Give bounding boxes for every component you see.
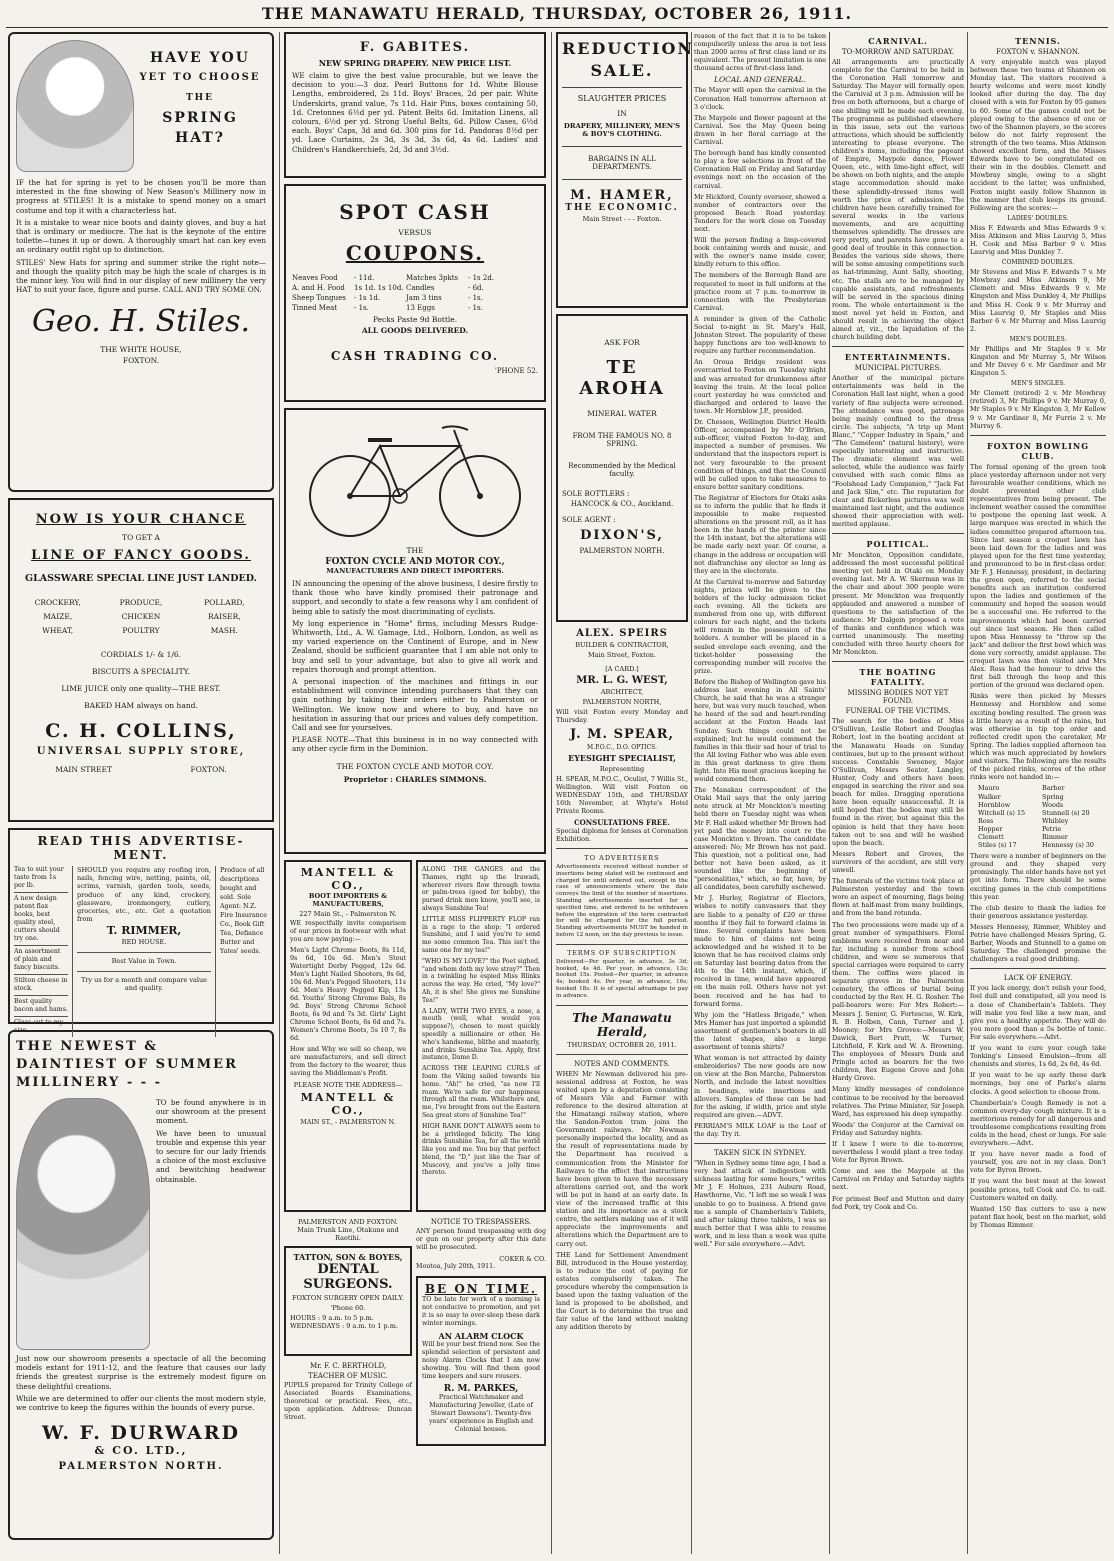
carnival-title: CARNIVAL. [868, 36, 928, 46]
drapery: DRAPERY, MILLINERY, MEN'S & BOY'S CLOTHING. [563, 122, 681, 138]
notes-para-1: WHEN Mr Newman delivered his pre-sessional address at Foxton, he was waited upon by a deputation consisting of Messrs Vile and Farmer with reference to the desired alteration at the Himatangi railway station, where the Sandon-Foxton tram joins the Government railways. Mr Newman personally inspected the locality, and as the result of representations made by the Department has received a communication from the Minister for Railways to the effect that instructions have been given to have the necessary alterations carried out, and the work will be put in hand at an early date. In view of the increased traffic at this station and its importance as a stock centre, the settlers making use of it will appreciate the improvements and alterations which the Department are to carry out. [556, 1069, 688, 1248]
west-para: Will visit Foxton every Monday and Thursday. [556, 708, 688, 724]
price-item: Sheep Tongues [292, 294, 346, 302]
local-para: Before the Bishop of Wellington gave his address last evening in All Saints' Church, he said that he was a stranger here, but was very much touched, when he heard of the sad and heart-rending accident at the Foxton Heads last Sunday. Such things could not be explained; but he would commend the families in this their sad hour of trial to the All loving Father who was able even in this great darkness to give them light. Into His most gracious keeping he would commend them. [694, 677, 826, 784]
combined-doubles: COMBINED DOUBLES. [1001, 259, 1075, 267]
good: CHICKEN [121, 612, 161, 621]
local-para: The Registrar of Electors for Otaki asks us to inform the public that he finds it impossible to make requested alterations on the present roll, as it has been in the hands of the printer since the 14th instant, but the alterations will be made early next year. Of course, a change in the address or occupation will not disfranchise any elector so long as they are in the electorate. [694, 493, 826, 575]
read-left: Glass cut to my size. [14, 1019, 64, 1034]
read-title: READ THIS ADVERTISE-MENT. [37, 834, 245, 862]
phone-60: 'Phone 60. [330, 1304, 366, 1312]
tatton-name: TATTON, SON & BOYES, [293, 1252, 403, 1262]
hat-title-3: THE [185, 93, 215, 103]
mantell-note: PLEASE NOTE THE ADDRESS— [293, 1081, 403, 1089]
mantell-para-1: WE respectfully invite comparison of our prices in footwear with what you are now paying:— [290, 920, 406, 943]
nobler-para: If you have never made a food of yourself, you are not in my class. Don't vote for Byron Brown. [970, 1150, 1106, 1175]
mantell-para-2: Men's Light Chrome Boots, 8s 11d, 9s 6d, 10s 6d. Men's Stout Watertight Derby Pegged, 12s 6d. Men's Light Nailed Shooters, 9s 6d, 10s 6d. Men's Pegged Shooters, 11s 6d. Men's Heavy Pegged Kip, 13s 6d. Youths' Strong Chrome Bals, 8s 9d. Boys' Strong Chrome School Boots, 6s 9d and 7s 3d. Girls' Light Chrome School Boots, 6s 6d and 7s. Women's Chrome Boots, 5s 10 7, 8s 6d. [290, 947, 406, 1042]
trespass-title: NOTICE TO TRESPASSERS. [430, 1218, 532, 1226]
herald-title: The Manawatu Herald, [572, 1010, 672, 1039]
good: PRODUCE, [119, 598, 163, 607]
rink-cell: Stunnell (s) 20 [1042, 808, 1090, 817]
local-para: Dr. Chesson, Wellington District Health Officer, accompanied by Mr O'Brien, sub-officer, visited Foxton to-day, and inspected a number of premises. We understand that the inspectors report is not very favourable to the present condition of things, and that the Council will be called upon to take measures to ensure better sanitary conditions. [694, 418, 826, 491]
column-4 [694, 32, 826, 1554]
newest-para-1: TO be found anywhere is in our showroom at the present moment. [156, 1098, 266, 1126]
rink-cell: Hennessy (s) 30 [1042, 841, 1094, 850]
cough-para: If you want to cure your cough take Tonking's Linseed Emulsion—from all chemists and stores, 1s 6d, 2s 6d, 4s 6d. [970, 1044, 1106, 1069]
rink-cell: Witchell (s) 15 [978, 808, 1026, 817]
hat-para-2: It is a mistake to wear nice boots and dainty gloves, and buy a hat that is ordinary or mediocre. The hat is the keynote of the entire toilette—tunes it up or down. A thoroughly smart hat can key even an ordinary outfit right up to distinction. [16, 217, 266, 255]
diploma: Special diploma for lenses at Coronation Exhibition. [556, 827, 688, 843]
mens-doubles: MEN'S DOUBLES. [1009, 335, 1067, 343]
bicycle-illustration [292, 416, 538, 544]
tea-lady: A LADY, WITH TWO EYES, a nose, a mouth (well, what would you suppose?), chosen to most quickly speedily a millionaire or other. He who's handsome, blithe and masterly, and drinks Sunshine Tea. Apply, first instance, Dame D. [422, 1007, 540, 1062]
masthead: THE MANAWATU HERALD, THURSDAY, OCTOBER 26, 1911. [261, 4, 853, 23]
collins-street: MAIN STREET [55, 765, 113, 774]
phone-52: 'PHONE 52. [494, 367, 538, 375]
representing: Representing [599, 765, 645, 773]
ladies-para: Miss F. Edwards and Miss Edwards 9 v. Miss Atkinson and Miss Laurvig 5, Miss H. Cook and Miss Barber 9 v. Miss Laurvig and Miss Dunkley 7. [970, 223, 1106, 257]
gabites-advert [284, 32, 546, 178]
boat-para-4: The two processions were made up of a great number of sympathisers. Floral emblems were received from near and far, including a number from school children, and were so numerous that special carriages were required to carry them. The coffins were placed in separate graves in the Palmerston cemetery, the offices of burial being conducted by the Rev. H. G. Rosher. The pall-bearers were: For Mrs Robert:—Messrs J. Senior, G. Fortescue, W. Kirk, R. B. Holben, Cann, Turner and J. Mooney; for Mrs Groves:—Messrs W. Dawick, Bert Pratt, W. Turner, Litchfield, F. Kirk and W. A. Browning. The employees of Messrs Dunk and Pringle acted as bearers for the two children, Rex Eugene Grove and John Hardy Grove. [832, 920, 964, 1083]
good: WHEAT, [42, 626, 74, 635]
col4-para-0: reason of the fact that it is to be taken compulsorily unless the area is not less than 2000 acres of first class land or its equivalent. The present limitation is one thousand acres of first-class land. [694, 32, 826, 73]
local-para: Why join the "Hatless Brigade," when Mrs Hamer has just imported a splendid assortment of gentlemen's boaters in all the latest shapes, also a large assortment of tennis shirts? [694, 1010, 826, 1052]
bowling-title: FOXTON BOWLING CLUB. [986, 440, 1090, 461]
collins-advert [8, 498, 274, 822]
bowling-para-4: The club desire to thank the ladies for their generous assistance yesterday. [970, 903, 1106, 920]
on-time-para: TO be late for work of a morning is not conducive to promotion, and yet it is so easy to over-sleep these dark winter mornings. [422, 1296, 540, 1327]
eyesight: EYESIGHT SPECIALIST, [568, 753, 676, 763]
ladies-doubles: LADIES' DOUBLES. [1007, 214, 1069, 222]
trespass-para: ANY person found trespassing with dog or gun on our property after this date will be prosecuted. [416, 1228, 546, 1251]
west-addr: PALMERSTON NORTH, [582, 698, 662, 706]
bowling-para-5: Messrs Hennessy, Rimmer, Whibley and Petrie have challenged Messrs Spring, G. Barber, Woods and Stunnell to a game on Saturday. The challenged promise the challengers a real good drubbing. [970, 922, 1106, 964]
pecks-paste: Pecks Paste 9d Bottle. [372, 315, 458, 324]
architect: ARCHITECT, [600, 688, 644, 696]
glassware: GLASSWARE SPECIAL LINE JUST LANDED. [25, 573, 257, 584]
rimmer-advert [8, 828, 274, 1034]
west-name: MR. L. G. WEST, [576, 675, 668, 686]
column-3 [556, 32, 695, 1554]
rink-cell: Hornblow [978, 800, 1011, 809]
price-value: 1s 1d. 1s 10d. [354, 284, 404, 292]
gabites-para: WE claim to give the best value procurable, but we leave the decision to you:—3 doz. Pearl Buttons for 1d. White Blouse Lengths, embroidered, 2s 11d. Boys' Braces, 2d per pair. White Underskirts, grand value, 7s 11d. Hair Pins, boxes containing 50, 1d. Cretonnes 6½d per yd. Patent Belts 6d. Imitation Linens, all colours, 6½d per yd. Strong Useful Belts, 6d. Pillow Cases, 6½d each. Boys' Caps, 3d and 6d. 300 pins for 1d. Pandoras 8½d per yd. Lace Curtains, 2s 3d, 3s 3d, 3s 6d, 4s 6d. Ladies' and Children's Handkerchiefs, 2d, 3d and 3½d. [292, 71, 538, 154]
read-left: Stilton cheese in stock. [14, 975, 68, 996]
ask-for: ASK FOR [604, 338, 640, 347]
hamer-advert [556, 32, 695, 308]
biscuits: BISCUITS A SPECIALITY. [91, 667, 191, 676]
mantell-name-2: MANTELL & CO., [300, 1091, 396, 1117]
hat-para-3: STILES' New Hats for spring and summer strike the right note—and though the quality pitch may be high the scale of charges is in the minor key. You will find in our display of new millinery the very HAT to suit your face, figure and purse. CALL AND TRY SOME ON. [16, 257, 266, 295]
boat-para-5: Many kindly messages of condolence continue to be received by the bereaved relatives. The Prime Minister, Sir Joseph Ward, has expressed his deep sympathy. [832, 1085, 964, 1118]
column-rule [279, 32, 280, 1554]
cycle-importers: MANUFACTURERS AND DIRECT IMPORTERS. [326, 567, 504, 575]
taken-sick: TAKEN SICK IN SYDNEY. [714, 1149, 806, 1158]
beef-para: For primest Beef and Mutton and dairy fed Pork, try Cook and Co. [832, 1194, 964, 1211]
price-value: - 1s 2d. [468, 274, 495, 282]
entertainment-para: Another of the municipal picture entertainments was held in the Coronation Hall last night, when a good variety of fine subjects were screened. The attendance was good, patronage being mainly confined to the dress circle. The subjects, "A trip up Mont Blanc," "Copper Industry in Spain," and "The Cameleon" (natural history), were especially interesting and instructive. The dramatic element was well selected, while the audience was fairly convulsed with such comic films as "Foolshead Lady Companion," "Jack Fat and Jack Slim," etc. The reputation for clear and flickerless pictures was well maintained last night, and the audience showed their appreciation with well-merited applause. [832, 374, 964, 528]
coker-date: Moutoa, July 20th, 1911. [416, 1263, 496, 1270]
boat-para-2: Messrs Robert and Groves, the survivors of the accident, are still very unwell. [832, 849, 964, 874]
woods-para: Woods' the Conjuror at the Carnival on Friday and Saturday nights. [832, 1120, 964, 1137]
good: POULTRY [122, 626, 160, 635]
local-para: An Oroua Bridge resident was overcarried to Foxton on Tuesday night and was arrested for drunkenness after leaving the train. At the local police court yesterday he was convicted and discharged and ordered to leave the town. Mr Hornblow J.P., presided. [694, 358, 826, 415]
cycle-para-3: A personal inspection of the machines and fittings in our establishment will convince intending purchasers that they can gain nothing by taking their orders either to Palmerston or Wellington. We know now and where to buy, and have no hesitation in assuring that our prices and values defy competition. Call and see for yourselves. [292, 677, 538, 733]
rink-cell: Stiles (s) 17 [978, 841, 1017, 850]
hat-title-4: SPRING [162, 110, 238, 126]
dixon-addr: PALMERSTON NORTH. [579, 547, 665, 555]
tearoha-advert [556, 314, 688, 622]
rink-cell: Petrie [1042, 824, 1062, 833]
to-advertisers-para: Advertisements received without number of insertions being stated will be continued and charged for until ordered out, except in the case of announcements where the date conveys the limit of the number of insertions. Standing advertisements inserted for a specified time, and ordered to be withdrawn before the expiration of the term contracted for will be charged for the full period. Standing advertisements MUST be handed in before 12 noon, on the day previous to issue. [556, 864, 688, 938]
notes-title: NOTES AND COMMENTS. [574, 1059, 670, 1068]
cycle-para-2: My long experience in "Home" firms, including Messrs Rudge-Whitworth, Ltd., A. W. Gamage, Ltd., Holborn, London, as well as my varied experience on the Continent of Europe, and in New Zealand, should be sufficient guarantee that I am able not only to buy and sell to your advantage, but also to give all work and repairs thorough and prompt attention. [292, 618, 538, 674]
gabites-sub: NEW SPRING DRAPERY. NEW PRICE LIST. [318, 58, 512, 68]
price-item: 13 Eggs [406, 304, 435, 312]
combined-para: Mr Stevens and Miss F. Edwards 7 v. Mr Mowbray and Miss Atkinson 9, Mr Clemett and Miss Edwards 9 v. Mr Kingston and Miss Dunkley 4, Mr Phillips and Miss H. Cook 9 v. Mr Murray and Miss Laurvig 0, Mr Staples and Miss Barber 6 v. Mr Murray and Miss Laurvig 2. [970, 268, 1106, 333]
local-para: The members of the Borough Band are requested to meet in full uniform at the practice room at 7 p.m. to-morrow in connection with the Presbyterian Carnival. [694, 271, 826, 312]
mantell-para-3: How and Why we sell so cheap, we are manufacturers, and sell direct from the factory to the wearer, thus saving the Middleman's Profit. [290, 1046, 406, 1077]
durward-advert [8, 1030, 274, 1540]
rink-cell: Mauro [978, 784, 1000, 793]
coker-name: COKER & CO. [499, 1255, 546, 1263]
in-label: IN [617, 109, 627, 118]
lack-para: If you lack energy, don't relish your food, feel dull and constipated, all you need is a dose of Chamberlain's Tablets. They will make you feel like a new man, and give you a healthy appetite. They will do you more good than a 5s bottle of tonic. For sale everywhere.—Advt. [970, 984, 1106, 1041]
tennis-title: TENNIS. [1015, 36, 1061, 46]
newest-para-4: While we are determined to offer our clients the most modern style, we contrive to keep the figures within the bounds of every purse. [16, 1393, 266, 1413]
on-time: BE ON TIME. [424, 1282, 538, 1296]
sunshine-tea-advert [416, 860, 546, 1212]
spot-cash: SPOT CASH [339, 200, 491, 224]
cycle-para-4: PLEASE NOTE—That this business is in no way connected with any other cycle firm in the Dominion. [292, 735, 538, 754]
berthold-sub: TEACHER OF MUSIC. [308, 1372, 388, 1380]
carnival-sub: TO-MORROW AND SATURDAY. [841, 48, 955, 56]
boat-para-3: The funerals of the victims took place at Palmerston yesterday and the town wore an aspect of mourning, flags being flown at half-mast from many buildings, and from the band rotunda. [832, 877, 964, 918]
singles-para: Mr Clemett (retired) 2 v. Mr Mowbray (retired) 3, Mr Phillips 9 v. Mr Murray 0, Mr Staples 9 v. Mr Kingston 3, Mr Kellow 9 v. Mr Gardiner 8, Mr Furrie 2 v. Mr Murray 6. [970, 389, 1106, 430]
spear-degrees: M.P.O.C., D.O. OPTICS. [587, 744, 657, 751]
slaughter: SLAUGHTER PRICES [577, 94, 667, 103]
rinks-table [978, 784, 1106, 849]
local-para: The borough band has kindly consented to play a few selections in front of the Coronation Hall on Friday and Saturday evenings next on the occasion of the carnival. [694, 149, 826, 190]
mantell-sub: BOOT IMPORTERS & MANUFACTURERS, [308, 892, 388, 908]
red-house: RED HOUSE. [121, 937, 167, 946]
coupons: COUPONS. [345, 241, 485, 265]
tea-leaping: ACROSS THE LEAPING CURLS of foam the Viking sailed towards his home. "Ah!" he cried, "as now I'll roam. We're safe for our happiness through all the roam. Whilsthere and, me, I've brought from out the Eastern Sea great store of Sunshine Tea!" [422, 1065, 540, 1119]
goods-grid [16, 596, 266, 638]
price-value: - 1s 1d. [354, 294, 381, 302]
rimmer-name: T. RIMMER, [106, 924, 182, 938]
bargains: BARGAINS IN ALL DEPARTMENTS. [588, 155, 656, 171]
hancock: HANCOCK & CO., Auckland. [570, 500, 674, 508]
rink-cell: Spring [1042, 792, 1064, 801]
tea-flipperty: LITTLE MISS FLIPPERTY FLOP ran in a rage to the shop: "I ordered Sunshine, and I said you're to send me some common Tea. This isn't the same one for my tea!" [422, 915, 540, 954]
bowling-para-3: There were a number of beginners on the ground and they shaped very promisingly. The older hands have not yet got into form. There should be some exciting games in the club competitions this year. [970, 852, 1106, 901]
boating-fatality: THE BOATING FATALITY. [859, 667, 937, 688]
price-item: Candles [406, 284, 435, 292]
lack-energy: LACK OF ENERGY. [1003, 974, 1073, 983]
rink-cell: Barber [1042, 784, 1065, 793]
dixon-name: DIXON'S, [580, 528, 664, 543]
goods-delivered: ALL GOODS DELIVERED. [361, 326, 469, 335]
to-advertisers: TO ADVERTISERS [584, 854, 660, 862]
maypole-para: Come and see the Maypole at the Carnival on Friday and Saturday nights next. [832, 1167, 964, 1192]
local-para: PERRIAM'S MILK LOAF is the Loaf of the day. Try it. [694, 1121, 826, 1138]
palm-foxton: PALMERSTON AND FOXTON. [298, 1218, 398, 1226]
main-trunk: Main Trunk Line, Otakune and Raetihi. [297, 1226, 399, 1242]
cycle-para-1: IN announcing the opening of the above business, I desire firstly to thank those who have kindly promised their patronage and support, and secondly to state a few reasons why I am confident of being able to satisfy the most discriminating of cyclists. [292, 579, 538, 616]
hat-title-5: HAT? [175, 130, 225, 146]
rink-cell: Walker [978, 792, 1001, 801]
price-value: - 11d. [354, 274, 375, 282]
read-right: Produce of all descriptions bought and sold. Sole Agent: N.Z. Fire Insurance Co., Book Gift Tea, Defiance Butter and Yates' seeds. [220, 867, 268, 955]
gabites-name: F. GABITES. [359, 40, 471, 55]
local-para: Mr J. Hurley, Registrar of Electors, wishes to notify canvassers that they are liable to a penalty of £20 or three months if they fail to forward claims in time. Several complaints have been made to him of claims not being acknowledged and he wished it to be known that he has received claims only on Saturday last bearing dates from the 4th to the 14th instant, which, if received in time, would have appeared on the main roll. Others have not yet been received and he has had to forward forms. [694, 894, 826, 1008]
entertainments: ENTERTAINMENTS. [844, 352, 952, 363]
hamer-addr: Main Street - - - Foxton. [582, 215, 662, 223]
economic: THE ECONOMIC. [565, 203, 679, 213]
funeral-victims: FUNERAL OF THE VICTIMS. [845, 707, 951, 716]
price-item: A. and H. Food [292, 284, 345, 292]
universal-store: UNIVERSAL SUPPLY STORE, [36, 746, 246, 757]
column-6 [970, 32, 1106, 1554]
newest-para-2: We have been to unusual trouble and expense this year to secure for our lady friends a choice of the most exclusive and bewitching headwear obtainable. [156, 1128, 266, 1184]
a-card: [A CARD.] [605, 665, 639, 673]
tea-wholove: "WHO IS MY LOVE?" the Poet sighed, "and whom doth my love stray?" Then in a twinkling he espied Miss Blinks across the way. He cried, "My love?" Ah, it is she! She gives me Sunshine Tea!" [422, 957, 540, 1004]
tea-highrank: HIGH RANK DON'T ALWAYS seem to be a privileged felicity. The king drinks Sunshine Tea, for all the world like you and me. You buy that perfect blend, the "D," just like the Tsar of Muscovy, and you've a jolly time thereto. [422, 1122, 540, 1177]
sole-bottlers: SOLE BOTTLERS : [562, 490, 630, 498]
sole-agent: SOLE AGENT : [562, 516, 616, 524]
local-general: LOCAL AND GENERAL. [714, 75, 806, 85]
carnival-para: All arrangements are practically complete for the Carnival to be held in the Coronation Hall tomorrow and Saturday. The Mayor will formally open the Carnival at 3 p.m. Admission will be free on both afternoons, but a charge of one shilling will be made each evening. The programme as published elsewhere in this issue, sets out the various attractions, which should be sufficiently interesting to please everyone. The children's items, including the pageant of Empire, Maypole dance, Flower Queen, etc., with lime-light effect, will be shown on both nights, and the ample stage accommodation should make these splendidly-dressed items well worth the price of admission. The children have been carefully trained for several weeks in the various movements, and are acquitting themselves splendidly. The dresses are very pretty, and parents have gone to a good deal of trouble in this connection. Besides the various side shows, there will be some amusing competitions such as hat-trimming, Aunt Sally, shooting, etc. The stalls are to be managed by capable assistants, and refreshments will be served in the spacious dining room. The whole entertainment is the most novel yet held in Foxton, and should result in achieving the object aimed at, viz., the liquidation of the church building debt. [832, 58, 964, 342]
price-value: - 1s. [354, 304, 369, 312]
berthold-para: PUPILS prepared for Trinity College of Associated Boards Examinations, theoretical or practical. Fees, etc., upon application. Address: Duncan Street. [284, 1382, 412, 1421]
speirs-name: ALEX. SPEIRS [576, 628, 668, 639]
lime-juice: LIME JUICE only one quality—THE BEST. [61, 684, 221, 693]
read-left: A new design patent flax hooks, best quality steel, cutters should try one. [14, 893, 68, 946]
rink-cell: Clemett [978, 832, 1004, 841]
white-house: THE WHITE HOUSE, [100, 345, 182, 355]
durward-co: & CO. LTD., [94, 1444, 188, 1458]
price-value: - 6d. [468, 284, 484, 292]
bowling-para-2: Rinks were then picked by Messrs Hennessy and Hornblow and some exciting bowling resulted. The green was a little heavy as a result of the rains, but was otherwise in tip top order and reflected credit upon the caretaker, Mr Spring. The ladies supplied afternoon tea which was much appreciated by bowlers and visitors. The following are the results of the picked rinks, scores of the other rinks were not handed in:— [970, 692, 1106, 782]
cycle-name: FOXTON CYCLE AND MOTOR COY., [325, 557, 505, 567]
baked-ham: BAKED HAM always on hand. [84, 701, 198, 710]
missing-bodies: MISSING BODIES NOT YET FOUND. [847, 689, 949, 706]
price-item: Matches 3pkts [406, 274, 459, 282]
wednesdays: WEDNESDAYS : 9 a.m. to 1 p.m. [290, 1322, 398, 1330]
dental-surgeons: DENTAL SURGEONS. [303, 1262, 393, 1292]
speirs-sub: BUILDER & CONTRACTOR, [575, 641, 669, 649]
good: RAISER, [207, 612, 241, 621]
stiles-signature: Geo. H. Stiles. [31, 304, 251, 340]
good: CROCKERY, [34, 598, 81, 607]
local-para: The Maypole and flower pageant at the Carnival. See the May Queen being drawn in her floral carriage at the Carnival. [694, 113, 826, 147]
hamer-name: M. HAMER, [570, 188, 674, 203]
surgery-open: FOXTON SURGERY OPEN DAILY. [292, 1294, 404, 1302]
rink-cell: Ross [978, 816, 994, 825]
hours: HOURS : 9 a.m. to 5 p.m. [290, 1314, 374, 1322]
good: MAIZE, [43, 612, 73, 621]
newest-para-3: Just now our showroom presents a spectacle of all the becoming models extant for 1911-12, and the feature that causes our lady friends the greatest surprise is the extremely modest figure on these delightful creations. [16, 1354, 266, 1391]
flax-para: Wanted 150 flax cutters to use a new patent flax hook, best on the market, sold by Thomas Rimmer. [970, 1204, 1106, 1229]
cash-trading-name: CASH TRADING CO. [330, 349, 500, 363]
spear-para: H. SPEAR, M.P.O.C., Oculist, 7 Willis St., Wellington. Will visit Foxton on WEDNESDAY 15th, and THURSDAY 16th November, at Whyte's Hotel Private Rooms. [556, 775, 688, 815]
column-rule [967, 32, 968, 1554]
dental-advert [284, 1246, 412, 1356]
local-para: The Mayor will open the carnival in the Coronation Hall tomorrow afternoon at 3 o'clock. [694, 86, 826, 111]
alarm-clock: AN ALARM CLOCK [438, 1331, 524, 1341]
column-rule [691, 32, 692, 1554]
column-rule [829, 32, 830, 1554]
read-left: Tea to suit your taste from 1s per lb. [14, 866, 68, 893]
masthead-rule [6, 27, 1108, 28]
foxton-cycle-advert [284, 408, 546, 854]
tennis-para: A very enjoyable match was played between these two teams at Shannon on Monday last. The visitors received a hearty welcome and were most kindly looked after during the day. The day closed with a win for Foxton by 95 games to 60. Some of the games could not be played owing to the absence of one or two of the Shannon players, so the scores below do not fairly represent the strength of the two teams. Miss Atkinson showed excellent form, and the Misses Edwards have to be congratulated on their win in the doubles. Clemett and Mowbray single, owing to a slight accident to the latter, was unfinished, Foxton might easily follow Shannon in the manner that club keeps its ground. Following are the scores:— [970, 58, 1106, 212]
try-us: Try us for a month and compare value and quality. [77, 971, 211, 992]
parkes-para: Practical Watchmaker and Manufacturing Jeweller, (Late of Stewart Dawsons'). Twenty-five years' experience in English and Colonial houses. [428, 1394, 534, 1433]
read-mid: SHOULD you require any roofing iron, nails, fencing wire, netting, paints, oil, scrims, varnish, garden tools, seeds, produce of any kind, crockery, glassware, ironmongery, cutlery, groceries, etc., etc. Get a quotation from [77, 866, 211, 924]
best-meat-para: If you want the best meat at the lowest possible prices, tell Cook and Co. to call. Customers waited on daily. [970, 1177, 1106, 1202]
spear-name: J. M. SPEAR, [569, 727, 675, 742]
speirs-addr: Main Street, Foxton. [588, 651, 656, 659]
fancy-goods: LINE OF FANCY GOODS. [31, 548, 251, 563]
terms-title: TERMS OF SUBSCRIPTION [567, 949, 677, 957]
hat-title-1: HAVE YOU [150, 50, 250, 66]
rink-cell: Woods [1042, 800, 1064, 809]
terms-para: Delivered—Per quarter, in advance, 3s 3d; booked, 4s 4d. Per year, in advance, 13s; booked 15s. Posted—Per quarter, in advance 4s; booked 4s. Per year, in advance, 16s; booked 18s. It is of special advantage to pay in advance. [556, 958, 688, 999]
alarm-para: Will be your best friend now. See the splendid selection of persistent and noisy Alarm Clocks that I am now showing. You will find them good time keepers and sure rousers. [422, 1341, 540, 1380]
foxton-label: FOXTON. [122, 356, 160, 366]
chamberlain-para: Chamberlain's Cough Remedy is not a common every-day cough mixture. It is a meritorious remedy for all dangerous and troublesome complications resulting from colds in the head, chest or lungs. For sale everywhere.—Advt. [970, 1098, 1106, 1148]
political: POLITICAL. [866, 539, 930, 550]
hat-title-2: YET TO CHOOSE [139, 72, 261, 83]
collins-town: FOXTON. [190, 765, 227, 774]
early-para: If you want to be up early these dark mornings, buy one of Parke's alarm clocks. A good selection to choose from. [970, 1071, 1106, 1096]
local-para: At the Carnival to-morrow and Saturday nights, prizes will be given to the holders of the lucky admission ticket each evening. All the tickets are numbered from one up, with different colours for each night, and the tickets will remain in the possession of the holders. A number will be placed in a sealed envelope each evening, and the ticket-holder possessing the corresponding number will receive the prize. [694, 577, 826, 675]
boat-para-1: The search for the bodies of Miss O'Sullivan, Leslie Robert and Douglas Robert, lost in the boating accident at the Manawatu Heads on Sunday continues, but up to the present without success. Constable Sweeney, Major O'Sullivan, Messrs Seator, Langley, Hunter, Cody and others have been engaged in searching the river and sea beach for miles. Dragging operations have been equally unsuccessful. It is still hoped that the bodies may still be found in the river, but against this the opinion is held that they have been taken out to sea and will be washed upon the beach. [832, 717, 964, 847]
mantell-name: MANTELL & CO., [300, 866, 396, 892]
price-value: - 1s. [468, 304, 483, 312]
tea-ganges: ALONG THE GANGES and the Thames, right up the Irawadi, wherever rivers flow through towns or palm-trees (good for hobby), the pursed drink men know, you'll see, is always Sunshine Tea! [422, 866, 540, 912]
parkes-name: R. M. PARKES, [443, 1384, 519, 1394]
mens-para: Mr Phillips and Mr Staples 9 v. Mr Kingston and Mr Murray 5, Mr Wilson and Mr Davey 6 v. Mr Gardiner and Mr Kingston 5. [970, 344, 1106, 378]
cordials: CORDIALS 1/- & 1/6. [100, 650, 182, 659]
mantell-footer: MAIN ST., - PALMERSTON N. [300, 1119, 396, 1126]
notes-para-2: THE Land for Settlement Amendment Bill, introduced in the House yesterday, is to reduce the cost of paying for estates compulsorily taken. The procedure whereby the compensation is based upon the taxing valuation of the land is proposed to be abolished, and the Court is to determine the true and fair value of the land without making any addition thereto by [556, 1250, 688, 1332]
local-para: What woman is not attracted by dainty embroideries? The new goods are now on view at the Bon Marche, Palmerston North, and include the latest novelties in beadings, wide insertions and allovers. Samples of these can be had for the asking, if width, price and style required are given.—ADVT. [694, 1054, 826, 1119]
read-left: Best quality bacon and hams. [14, 996, 68, 1017]
consultations: CONSULTATIONS FREE. [574, 818, 670, 827]
local-para: A reminder is given of the Catholic Social to-night in St. Mary's Hall, Johnston Street. The popularity of these happy functions are too well-known to require any further recommendation. [694, 314, 826, 356]
newest-title: THE NEWEST & DAINTIEST OF SUMMER MILLINERY - - - [16, 1039, 238, 1090]
cycle-proprietor: Proprietor : CHARLES SIMMONS. [343, 774, 487, 784]
price-item: Neaves Food [292, 274, 338, 282]
read-left: An assortment of plain and fancy biscuits. [14, 946, 68, 975]
column-2 [284, 32, 546, 1554]
good: MASH. [210, 626, 238, 635]
political-para: Mr Monckton, Opposition candidate, addressed the most successful political meeting yet held in Otaki on Monday evening last. Mr A. W. Skerman was in the chair and about 300 people were present. Mr Monckton was frequently applauded and answered a number of questions to the satisfaction of the audience. Mr Dalgein proposed a vote of thanks and confidence which was carried unanimously. The meeting concluded with three hearty cheers for Mr Monckton. [832, 551, 964, 657]
durward-name: W. F. DURWARD [42, 1422, 240, 1445]
chance-title: NOW IS YOUR CHANCE [35, 512, 247, 527]
taken-sick-para: "When in Sydney some time ago, I had a very bad attack of indigestion with sickness lasting for some hours," writes Mr J. F. Holmes, 231 Auburn Road, Hawthorne, Vic. "I left me so weak I was unable to go to business. A friend gave me a sample of Chamberlain's Tablets, and after taking three tablets, I was so much better that I was able to resume work, and in less than a week was quite well." For sale everywhere.—Advt. [694, 1159, 826, 1249]
price-list [292, 273, 538, 313]
municipal-pictures: MUNICIPAL PICTURES. [854, 364, 942, 373]
collins-name: C. H. COLLINS, [45, 720, 237, 742]
berthold-name: Mr. F. C. BERTHOLD, [309, 1362, 387, 1370]
cycle-company: THE FOXTON CYCLE AND MOTOR COY. [336, 761, 494, 771]
mantell-addr: 227 Main St., - Palmerston N. [299, 910, 397, 918]
rink-cell: Whibley [1042, 816, 1069, 825]
column-5 [832, 32, 964, 1554]
reduction-sale: REDUCTION SALE. [562, 39, 695, 80]
chance-sub: TO GET A [122, 533, 160, 542]
lady-hat-illustration [16, 40, 134, 172]
cycle-the: THE [406, 546, 424, 555]
mantell-advert [284, 860, 412, 1212]
cash-trading-advert [284, 184, 546, 402]
rink-cell: Rimmer [1042, 832, 1068, 841]
recommended: Recommended by the Medical faculty. [568, 462, 676, 478]
tearoha-name: TE AROHA [579, 357, 665, 399]
bowling-para-1: The formal opening of the green took place yesterday afternoon under not very favourable weather conditions, which no doubt prevented other club representatives from being present. The inclement weather caused the committee to postpone the opening last week. A large marquee was erected in which the ladies committee prepared afternoon tea. Since last season a croquet lawn has been laid down for the ladies and was played upon for the first time yesterday, and pronounced to be in first-class order. Mr F. J. Hennessy, president, in declaring the green open, referred to the social benefits such an institution conferred upon the ladies and gentlemen of the community and hoped the season would be a successful one. He referred to the improvements which had been carried out since last season. He then called upon Miss Hennessy to "throw up the jack" and deliver the first bowl which was done very correctly, amidst applause. The croquet lawn was then visited and Mrs Alex. Ross had the honour to drive the first ball through the hoop and this portion of the ground was declared open. [970, 462, 1106, 690]
herald-date: THURSDAY, OCTOBER 26, 1911. [567, 1040, 677, 1049]
stiles-hat-advert [8, 32, 274, 492]
mineral-water: MINERAL WATER [587, 409, 657, 418]
foxton-v-shannon: FOXTON v. SHANNON. [996, 48, 1080, 56]
price-item: Jam 3 tins [406, 294, 442, 302]
hat-para-1: IF the hat for spring is yet to be chosen you'll be more than interested in the fine showing of New Season's Millinery now in progress at STILES! It is a mistake to spend money on a smart costume and top it with a characterless hat. [16, 178, 266, 215]
local-para: Mr Hickford, County overseer, showed a number of contractors over the proposed Beach Road yesterday. Tenders for the work close on Tuesday next. [694, 192, 826, 233]
versus: VERSUS [398, 228, 432, 237]
best-value: Best Value in Town. [77, 952, 211, 965]
parkes-advert [416, 1276, 546, 1446]
column-rule [551, 32, 552, 1554]
knew-para: If I knew I were to die to-morrow, nevertheless I would plant a tree today. Vote for Byron Brown. [832, 1139, 964, 1165]
column-1 [8, 32, 274, 1554]
durward-town: PALMERSTON NORTH. [58, 1461, 224, 1473]
woman-in-hat-illustration [16, 1098, 150, 1350]
mens-singles: MEN'S SINGLES. [1010, 380, 1066, 388]
famous-spring: FROM THE FAMOUS NO. 8 SPRING. [572, 432, 672, 448]
good: POLLARD, [204, 598, 245, 607]
local-para: Will the person finding a limp-covered book containing words and music, and with the owner's name inside cover, kindly return to this office. [694, 236, 826, 269]
rink-cell: Hopper [978, 824, 1003, 833]
price-value: - 1s. [468, 294, 483, 302]
price-item: Tinned Meat [292, 304, 338, 312]
local-para: The Manakau correspondent of the Otaki Mail says that the only jarring note struck at Mr Monckton's meeting held there on Tuesday night was when Mr F. Hall asked whether Mr Brown had yet paid the money into court re the case Monckton v. Brown. The candidate answered: No; Mr Brown has not paid. This question, not a political one, had better not have been asked, as it sounded like the beginning of "personalities," which, so far, have, by all candidates, been carefully eschewed. [694, 786, 826, 892]
